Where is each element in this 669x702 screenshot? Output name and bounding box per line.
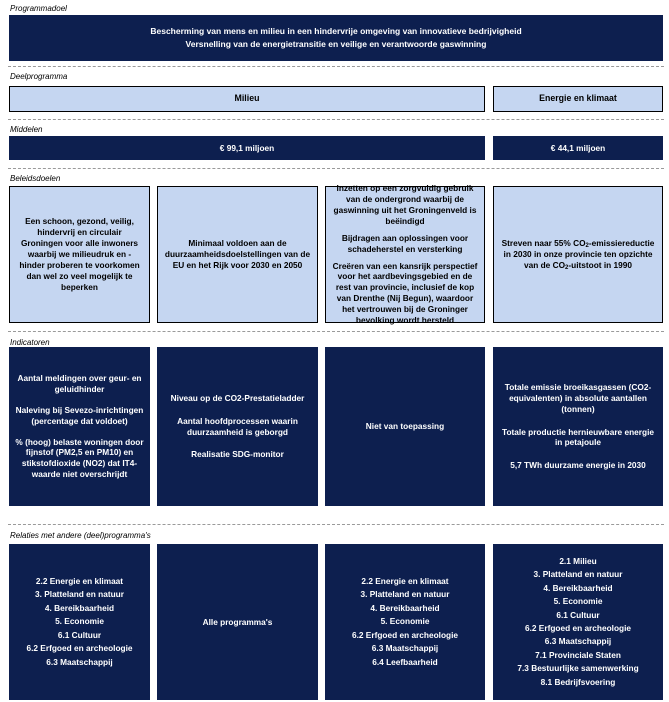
section-label-deelprogramma: Deelprogramma bbox=[10, 72, 68, 81]
relatie-item: 2.2 Energie en klimaat bbox=[35, 575, 124, 586]
beleidsdoel-milieu-1: Een schoon, gezond, veilig, hindervrij en circulair Groningen voor alle inwoners waarbij we milieudruk en -hinder proberen te voorkomen dan wel zo veel mogelijk te beperken bbox=[9, 186, 150, 323]
section-label-beleidsdoelen: Beleidsdoelen bbox=[10, 174, 61, 183]
relatie-item: 5. Economie bbox=[553, 596, 603, 607]
beleidsdoel-gaswinning bbox=[325, 182, 485, 326]
programmadoel-line-2: Versnelling van de energietransitie en veilige en verantwoorde gaswinning bbox=[185, 39, 487, 49]
beleidsdoel-milieu-2: Minimaal voldoen aan de duurzaamheidsdoelstellingen van de EU en het Rijk voor 2030 en 2050 bbox=[157, 186, 318, 323]
relatie-item: 2.1 Milieu bbox=[559, 555, 597, 566]
beleidsdoel-energie-en-klimaat bbox=[493, 186, 663, 323]
divider bbox=[8, 168, 664, 169]
indicator-duurzame-energie: 5,7 TWh duurzame energie in 2030 bbox=[510, 460, 646, 471]
divider bbox=[8, 66, 664, 67]
beleidsdoel-gaswinning-2: Bijdragen aan oplossingen voor schadeherstel en versterking bbox=[341, 232, 469, 254]
relaties-milieu-1 bbox=[9, 544, 150, 700]
indicatoren-milieu-1 bbox=[9, 347, 150, 506]
relatie-item: 3. Platteland en natuur bbox=[35, 589, 124, 600]
relatie-item: 8.1 Bedrijfsvoering bbox=[540, 676, 616, 687]
beleidsdoel-gaswinning-3: Creëren van een kansrijk perspectief voor het aardbevingsgebied en de rest van provincie, inclusief de kop van Drenthe (Nij Begun), waardoor het vertrouwen bij de Groninger bevolking wordt hersteld bbox=[332, 260, 478, 326]
relatie-item: 6.3 Maatschappij bbox=[46, 656, 113, 667]
indicatoren-milieu-2 bbox=[157, 347, 318, 506]
relatie-item: 4. Bereikbaarheid bbox=[44, 602, 115, 613]
programmadoel-line-1: Bescherming van mens en milieu in een hindervrije omgeving van innovatieve bedrijvigheid bbox=[150, 25, 522, 36]
indicator-co2-prestatieladder: Niveau op de CO2-Prestatieladder bbox=[170, 392, 305, 403]
relatie-item: 6.1 Cultuur bbox=[57, 629, 102, 640]
relatie-item: 6.4 Leefbaarheid bbox=[372, 656, 438, 667]
divider bbox=[8, 119, 664, 120]
section-label-relaties: Relaties met andere (deel)programma's bbox=[10, 531, 151, 540]
indicator-sevezo: Naleving bij Sevezo-inrichtingen (percentage dat voldoet) bbox=[15, 404, 144, 426]
relatie-item: 5. Economie bbox=[380, 616, 430, 627]
indicator-fijnstof: % (hoog) belaste woningen door fijnstof (PM2,5 en PM10) en stikstofdioxide (NO2) dat IT4-waarde niet overschrijdt bbox=[15, 436, 144, 480]
relatie-item: 7.3 Bestuurlijke samenwerking bbox=[517, 663, 639, 674]
programmadoel-box bbox=[9, 15, 663, 61]
deelprogramma-milieu: Milieu bbox=[9, 86, 485, 112]
relatie-item: 5. Economie bbox=[55, 616, 104, 627]
relatie-item: 6.2 Erfgoed en archeologie bbox=[351, 629, 459, 640]
indicator-meldingen: Aantal meldingen over geur- en geluidhinder bbox=[17, 372, 142, 394]
section-label-indicatoren: Indicatoren bbox=[10, 338, 50, 347]
section-label-middelen: Middelen bbox=[10, 125, 43, 134]
relatie-item: 6.2 Erfgoed en archeologie bbox=[26, 643, 133, 654]
indicator-hoofdprocessen: Aantal hoofdprocessen waarin duurzaamheid is geborgd bbox=[177, 415, 298, 437]
relatie-item: 3. Platteland en natuur bbox=[360, 589, 450, 600]
divider bbox=[8, 331, 664, 332]
relaties-energie-en-klimaat bbox=[493, 544, 663, 700]
indicatoren-energie-en-klimaat bbox=[493, 347, 663, 506]
indicator-emissie: Totale emissie broeikasgassen (CO2-equivalenten) in absolute aantallen (tonnen) bbox=[504, 381, 652, 414]
relaties-milieu-2: Alle programma's bbox=[157, 544, 318, 700]
middelen-milieu: € 99,1 miljoen bbox=[9, 136, 485, 160]
indicator-hernieuwbare-energie: Totale productie hernieuwbare energie in petajoule bbox=[502, 426, 654, 448]
relatie-item: 6.1 Cultuur bbox=[556, 609, 600, 620]
relatie-item: 4. Bereikbaarheid bbox=[543, 582, 613, 593]
deelprogramma-energie-en-klimaat: Energie en klimaat bbox=[493, 86, 663, 112]
relatie-item: 3. Platteland en natuur bbox=[533, 569, 623, 580]
relatie-item: 6.2 Erfgoed en archeologie bbox=[524, 623, 632, 633]
indicatoren-gaswinning: Niet van toepassing bbox=[325, 347, 485, 506]
beleidsdoel-co2-text: Streven naar 55% $CO_2$-emissiereductie in 2030 in onze provincie ten opzichte van de $CO_2$-uitstoot in 1990 bbox=[501, 238, 655, 271]
section-label-programmadoel: Programmadoel bbox=[10, 4, 67, 13]
beleidsdoel-gaswinning-1: Inzetten op een zorgvuldig gebruik van de ondergrond waarbij de gaswinning uit het Groningenveld is beëindigd bbox=[333, 182, 477, 226]
relaties-gaswinning bbox=[325, 544, 485, 700]
relatie-item: 6.3 Maatschappij bbox=[544, 636, 612, 647]
relatie-item: 2.2 Energie en klimaat bbox=[361, 575, 449, 586]
indicator-sdg-monitor: Realisatie SDG-monitor bbox=[191, 449, 284, 460]
relatie-item: 4. Bereikbaarheid bbox=[370, 602, 440, 613]
relatie-item: 6.3 Maatschappij bbox=[371, 643, 439, 654]
divider bbox=[8, 524, 664, 525]
middelen-energie-en-klimaat: € 44,1 miljoen bbox=[493, 136, 663, 160]
relatie-item: 7.1 Provinciale Staten bbox=[535, 649, 621, 660]
